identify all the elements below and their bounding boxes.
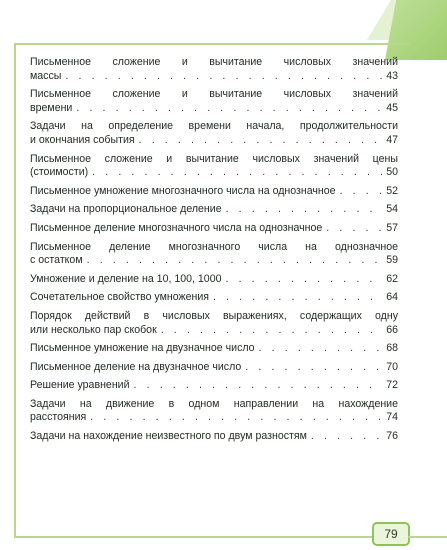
- toc-entry-title: Задачи на нахождение неизвестного по двум разностям: [30, 430, 307, 443]
- toc-entry[interactable]: [30, 56, 398, 83]
- toc-entry-page: 66: [386, 323, 398, 336]
- toc-entry-last-line: [30, 134, 398, 148]
- toc-entry-page: 43: [386, 69, 398, 82]
- toc-leader-dots: [226, 203, 382, 217]
- toc-entry-last-line: [30, 291, 398, 305]
- toc-entry-title: массы: [30, 69, 62, 82]
- toc-entry-title-line: Письменное сложение и вычитание числовых значений: [30, 56, 398, 68]
- toc-leader-dots: [139, 134, 382, 148]
- toc-entry-title: времени: [30, 101, 73, 114]
- toc-leader-dots: [326, 222, 382, 236]
- toc-entry-title-line: Письменное деление многозначного числа на однозначное: [30, 240, 398, 253]
- toc-entry[interactable]: [30, 153, 398, 180]
- toc-entry-page: 52: [386, 184, 398, 197]
- toc-entry[interactable]: [30, 273, 398, 287]
- toc-leader-dots: [134, 379, 382, 393]
- toc-entry-last-line: [30, 222, 398, 236]
- toc-entry-title: расстояния: [30, 411, 87, 424]
- toc-entry-title-line: Задачи на движение в одном направлении на нахождение: [30, 397, 398, 410]
- bottom-rule: [14, 536, 372, 538]
- toc-entry[interactable]: [30, 310, 398, 337]
- toc-entry-title: Письменное умножение на двузначное число: [30, 342, 255, 355]
- toc-entry-title: Умножение и деление на 10, 100, 1000: [30, 272, 222, 285]
- toc-leader-dots: [259, 342, 382, 356]
- bottom-rule-tail: [408, 536, 447, 538]
- toc-entry[interactable]: [30, 88, 398, 115]
- toc-entry-last-line: [30, 273, 398, 287]
- toc-entry-last-line: [30, 342, 398, 356]
- toc-leader-dots: [340, 185, 382, 199]
- toc-entry-page: 59: [386, 254, 398, 267]
- toc-entry-title: (стоимости): [30, 166, 89, 179]
- toc-entry[interactable]: [30, 185, 398, 199]
- toc-leader-dots: [87, 254, 382, 268]
- toc-leader-dots: [92, 166, 382, 180]
- toc-entry-page: 74: [386, 411, 398, 424]
- top-rule: [14, 43, 409, 45]
- toc-entry-last-line: [30, 254, 398, 268]
- toc-entry[interactable]: [30, 203, 398, 217]
- toc-entry-page: 64: [386, 291, 398, 304]
- table-of-contents: [30, 56, 398, 449]
- toc-entry-last-line: [30, 185, 398, 199]
- toc-entry-title: Письменное деление многозначного числа на однозначное: [30, 221, 323, 234]
- toc-entry-last-line: [30, 361, 398, 375]
- toc-entry-last-line: [30, 70, 398, 84]
- toc-entry-last-line: [30, 430, 398, 444]
- toc-entry-page: 45: [386, 101, 398, 114]
- toc-entry-page: 57: [386, 221, 398, 234]
- toc-leader-dots: [76, 102, 382, 116]
- toc-leader-dots: [311, 430, 382, 444]
- toc-entry-title: или несколько пар скобок: [30, 323, 157, 336]
- toc-entry-title: с остатком: [30, 254, 83, 267]
- toc-entry-page: 72: [386, 379, 398, 392]
- toc-entry-title: Письменное умножение многозначного числа на однозначное: [30, 184, 336, 197]
- toc-entry-page: 70: [386, 360, 398, 373]
- toc-entry-last-line: [30, 166, 398, 180]
- toc-entry[interactable]: [30, 430, 398, 444]
- toc-leader-dots: [65, 70, 382, 84]
- toc-leader-dots: [90, 411, 382, 425]
- toc-leader-dots: [225, 273, 382, 287]
- toc-entry-page: 54: [386, 203, 398, 216]
- toc-leader-dots: [245, 361, 382, 375]
- toc-entry-title-line: Письменное сложение и вычитание числовых значений цены: [30, 152, 398, 165]
- toc-entry-title: и окончания события: [30, 133, 135, 146]
- toc-entry-last-line: [30, 102, 398, 116]
- toc-entry[interactable]: [30, 379, 398, 393]
- toc-entry-page: 62: [386, 272, 398, 285]
- toc-entry[interactable]: [30, 241, 398, 268]
- toc-entry-last-line: [30, 411, 398, 425]
- toc-entry-page: 47: [386, 133, 398, 146]
- toc-entry[interactable]: [30, 342, 398, 356]
- toc-entry[interactable]: [30, 398, 398, 425]
- toc-entry-title-line: Порядок действий в числовых выражениях, содержащих одну: [30, 309, 398, 322]
- toc-leader-dots: [213, 291, 382, 305]
- toc-entry-page: 68: [386, 342, 398, 355]
- toc-entry-title-line: Письменное сложение и вычитание числовых значений: [30, 88, 398, 101]
- toc-entry[interactable]: [30, 361, 398, 375]
- toc-entry-title: Задачи на пропорциональное деление: [30, 203, 222, 216]
- toc-entry[interactable]: [30, 120, 398, 147]
- toc-entry-title: Письменное деление на двузначное число: [30, 360, 242, 373]
- toc-entry-last-line: [30, 324, 398, 338]
- toc-entry-last-line: [30, 379, 398, 393]
- toc-entry-title: Сочетательное свойство умножения: [30, 291, 209, 304]
- page-number: 79: [372, 522, 410, 546]
- toc-entry-title-line: Задачи на определение времени начала, продолжительности: [30, 120, 398, 133]
- toc-entry-title: Решение уравнений: [30, 379, 130, 392]
- toc-entry-last-line: [30, 203, 398, 217]
- toc-leader-dots: [161, 324, 382, 338]
- left-rule: [14, 44, 16, 537]
- toc-entry[interactable]: [30, 291, 398, 305]
- toc-entry-page: 50: [386, 166, 398, 179]
- toc-entry-page: 76: [386, 430, 398, 443]
- toc-entry[interactable]: [30, 222, 398, 236]
